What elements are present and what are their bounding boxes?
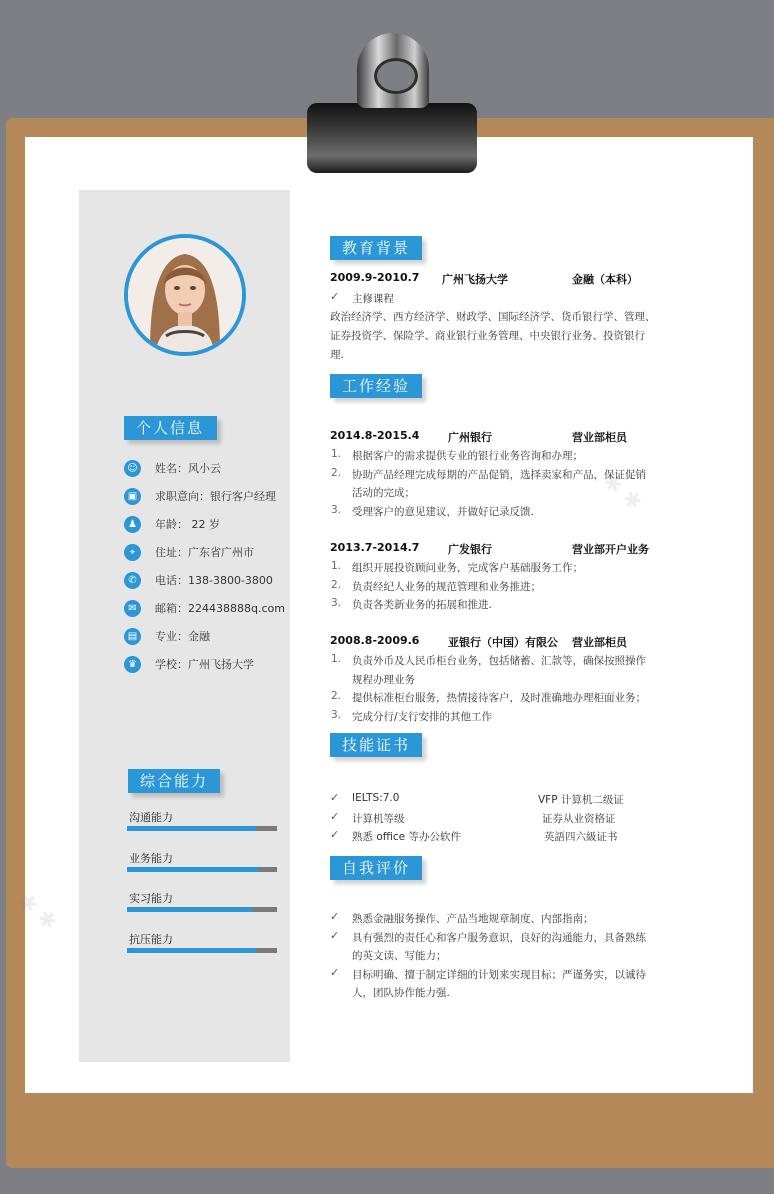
info-text: 邮箱：224438888q.com xyxy=(155,602,285,615)
skill-label: 业务能力 xyxy=(129,851,173,865)
clip-hole xyxy=(374,58,418,94)
job-item-text: 活动的完成； xyxy=(352,487,415,499)
info-text: 年龄： 22 岁 xyxy=(155,518,220,531)
info-text: 学校：广州飞扬大学 xyxy=(155,658,254,671)
info-row-book xyxy=(124,626,210,646)
watermark: ✱ ✱ xyxy=(597,468,647,517)
info-row-location xyxy=(124,542,254,562)
info-row-user xyxy=(124,458,221,478)
job-date: 2014.8-2015.4 xyxy=(330,429,420,442)
cert-left: 熟悉 office 等办公软件 xyxy=(352,831,461,843)
job-item-text: 受理客户的意见建议，并做好记录反馈. xyxy=(352,505,534,518)
section-tag-personal: 个人信息 xyxy=(124,416,217,440)
info-row-person xyxy=(124,514,220,534)
check-icon: ✓ xyxy=(330,791,340,804)
job-company: 广发银行 xyxy=(448,543,492,556)
info-row-graduation-cap xyxy=(124,654,254,674)
job-role: 营业部柜员 xyxy=(572,431,627,444)
education-date: 2009.9-2010.7 xyxy=(330,271,420,284)
job-company: 广州银行 xyxy=(448,431,492,444)
job-role: 营业部柜员 xyxy=(572,636,627,649)
info-row-briefcase xyxy=(124,486,276,506)
info-text: 专业：金融 xyxy=(155,630,210,643)
self-eval-text: 目标明确、擅于制定详细的计划来实现目标；严谨务实，以诚待 xyxy=(352,968,646,981)
skill-label: 抗压能力 xyxy=(129,932,173,946)
clip-base xyxy=(307,103,477,173)
job-item-text: 完成分行/支行安排的其他工作 xyxy=(352,710,493,723)
graduation-cap-icon: ♛ xyxy=(124,656,141,673)
course-line: 理. xyxy=(330,349,344,361)
job-item-number: 2. xyxy=(331,690,342,702)
avatar xyxy=(124,234,246,356)
course-line: 证券投资学、保险学、商业银行业务管理、中央银行业务、投资银行 xyxy=(330,330,645,342)
section-tag-work: 工作经验 xyxy=(330,374,422,398)
section-tag-certs: 技能证书 xyxy=(330,733,422,757)
info-text: 求职意向：银行客户经理 xyxy=(155,490,276,503)
self-eval-text: 熟悉金融服务操作、产品当地规章制度、内部指南； xyxy=(352,913,594,925)
section-tag-skills: 综合能力 xyxy=(128,769,220,793)
skill-bar-fill xyxy=(127,867,259,872)
skill-bar-fill xyxy=(127,948,256,953)
job-item-number: 1. xyxy=(331,448,342,460)
info-text: 姓名：风小云 xyxy=(155,462,221,475)
cert-right: 证券从业资格证 xyxy=(542,812,616,825)
job-item-text: 负责各类新业务的拓展和推进. xyxy=(352,599,492,611)
book-icon: ▤ xyxy=(124,628,141,645)
self-eval-text: 人，团队协作能力强. xyxy=(352,987,450,999)
phone-icon: ✆ xyxy=(124,572,141,589)
check-icon: ✓ xyxy=(330,828,340,841)
job-item-number: 3. xyxy=(331,503,342,516)
job-role: 营业部开户业务 xyxy=(572,543,649,556)
cert-right: VFP 计算机二级证 xyxy=(538,794,624,806)
job-item-text: 负责经纪人业务的规范管理和业务推进； xyxy=(352,580,541,593)
job-item-text: 根据客户的需求提供专业的银行业务咨询和办理； xyxy=(352,450,583,462)
job-item-text: 规程办理业务 xyxy=(352,673,415,686)
check-icon: ✓ xyxy=(330,809,340,823)
skill-label: 实习能力 xyxy=(129,892,173,905)
skill-label: 沟通能力 xyxy=(129,811,173,824)
job-item-number: 2. xyxy=(331,466,342,479)
info-row-mail xyxy=(124,598,285,618)
job-item-text: 提供标准柜台服务，热情接待客户，及时准确地办理柜面业务； xyxy=(352,692,646,704)
self-eval-text: 具有强烈的责任心和客户服务意识，良好的沟通能力，具备熟练 xyxy=(352,931,646,944)
cert-left: IELTS:7.0 xyxy=(352,792,400,804)
section-tag-education: 教育背景 xyxy=(330,236,422,260)
info-text: 住址：广东省广州市 xyxy=(155,546,254,559)
user-icon: ☺ xyxy=(124,460,141,477)
briefcase-icon: ▣ xyxy=(124,488,141,505)
education-school: 广州飞扬大学 xyxy=(442,273,508,286)
person-icon: ♟ xyxy=(124,516,141,533)
job-date: 2008.8-2009.6 xyxy=(330,634,420,647)
skill-bar xyxy=(127,867,277,872)
course-line: 政治经济学、西方经济学、财政学、国际经济学、货币银行学、管理、 xyxy=(330,311,656,323)
info-text: 电话：138-3800-3800 xyxy=(155,574,273,587)
course-title: 主修课程 xyxy=(352,293,394,305)
job-item-text: 协助产品经理完成每期的产品促销，选择卖家和产品，保证促销 xyxy=(352,468,646,481)
job-item-number: 3. xyxy=(331,708,342,721)
location-icon: ⌖ xyxy=(124,544,141,561)
watermark: ✱ ✱ xyxy=(12,888,62,937)
section-tag-self: 自我评价 xyxy=(330,856,422,880)
job-item-number: 1. xyxy=(331,560,342,572)
job-item-text: 负责外币及人民币柜台业务，包括储蓄、汇款等，确保按照操作 xyxy=(352,655,646,667)
job-company: 亚银行（中国）有限公 xyxy=(448,636,558,649)
info-row-phone xyxy=(124,570,273,590)
job-item-number: 2. xyxy=(331,578,342,591)
cert-left: 计算机等级 xyxy=(352,812,405,825)
job-item-text: 组织开展投资顾问业务，完成客户基础服务工作； xyxy=(352,562,583,574)
check-icon: ✓ xyxy=(330,290,340,303)
skill-bar-fill xyxy=(127,826,256,831)
skill-bar xyxy=(127,907,277,912)
check-icon: ✓ xyxy=(330,965,340,979)
self-eval-text: 的英文读、写能力； xyxy=(352,950,447,962)
check-icon: ✓ xyxy=(330,928,340,942)
skill-bar-fill xyxy=(127,907,252,912)
job-date: 2013.7-2014.7 xyxy=(330,541,420,554)
job-item-number: 1. xyxy=(331,653,342,665)
skill-bar xyxy=(127,948,277,953)
cert-right: 英語四六級证书 xyxy=(544,831,618,843)
job-item-number: 3. xyxy=(331,597,342,609)
check-icon: ✓ xyxy=(330,910,340,923)
skill-bar xyxy=(127,826,277,831)
education-major: 金融（本科） xyxy=(572,273,638,286)
mail-icon: ✉ xyxy=(124,600,141,617)
